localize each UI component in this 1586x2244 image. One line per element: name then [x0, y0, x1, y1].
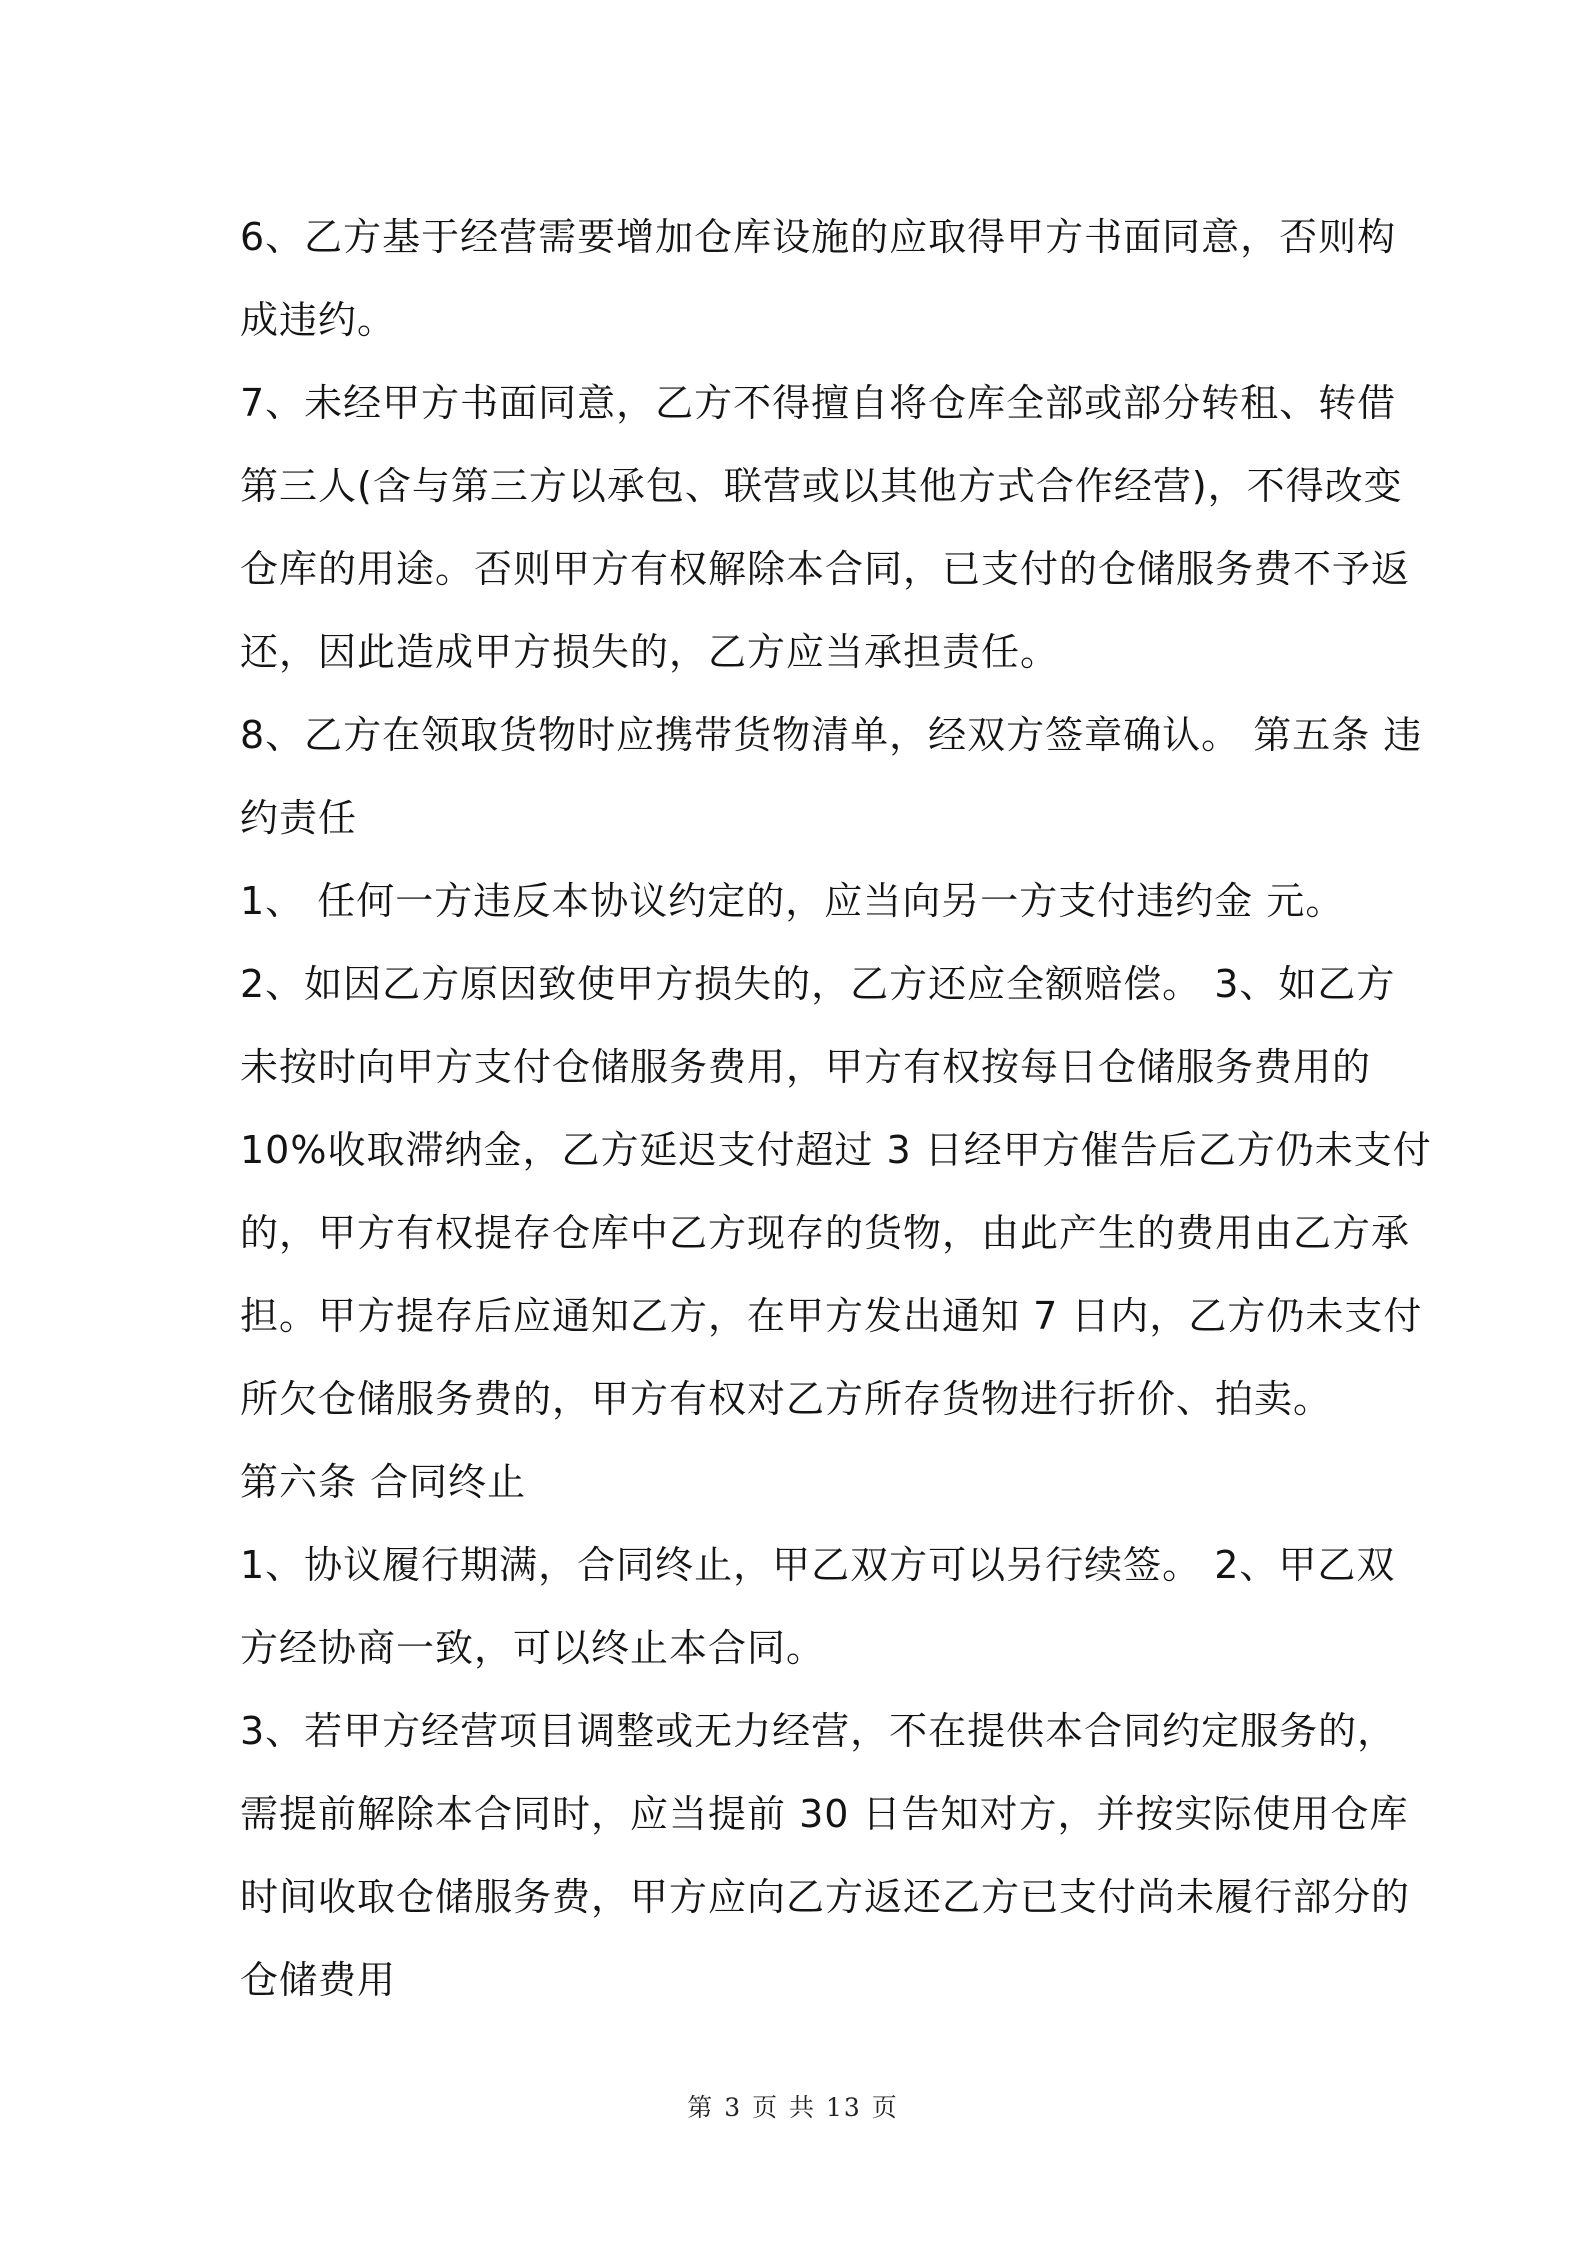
text-line-1: 6、乙方基于经营需要增加仓库设施的应取得甲方书面同意，否则构 [240, 215, 1397, 259]
text-line-22: 仓储费用 [240, 1958, 397, 2002]
text-line-21: 时间收取仓储服务费，甲方应向乙方返还乙方已支付尚未履行部分的 [240, 1875, 1411, 1919]
text-line-2: 成违约。 [240, 298, 397, 342]
text-line-20: 需提前解除本合同时，应当提前 30 日告知对方，并按实际使用仓库 [240, 1792, 1409, 1836]
section-heading: 第六条 合同终止 [240, 1460, 527, 1504]
text-line-6: 还，因此造成甲方损失的，乙方应当承担责任。 [240, 630, 1060, 674]
text-line-19: 3、若甲方经营项目调整或无力经营，不在提供本合同约定服务的， [240, 1709, 1397, 1753]
text-line-17: 1、协议履行期满，合同终止，甲乙双方可以另行续签。 2、甲乙双 [240, 1543, 1396, 1587]
text-line-5: 仓库的用途。否则甲方有权解除本合同，已支付的仓储服务费不予返 [240, 547, 1411, 591]
text-line-13: 的，甲方有权提存仓库中乙方现存的货物，由此产生的费用由乙方承 [240, 1211, 1411, 1255]
text-line-4: 第三人(含与第三方以承包、联营或以其他方式合作经营)，不得改变 [240, 464, 1403, 508]
page-number-footer: 第 3 页 共 13 页 [687, 2093, 899, 2122]
text-line-15: 所欠仓储服务费的，甲方有权对乙方所存货物进行折价、拍卖。 [240, 1377, 1333, 1421]
text-line-10: 2、如因乙方原因致使甲方损失的，乙方还应全额赔偿。 3、如乙方 [240, 962, 1396, 1006]
text-line-11: 未按时向甲方支付仓储服务费用，甲方有权按每日仓储服务费用的 [240, 1045, 1372, 1089]
text-line-9: 1、 任何一方违反本协议约定的，应当向另一方支付违约金 元。 [240, 879, 1345, 923]
text-line-8: 约责任 [240, 796, 358, 840]
text-line-18: 方经协商一致，可以终止本合同。 [240, 1626, 826, 1670]
text-line-7: 8、乙方在领取货物时应携带货物清单，经双方签章确认。 第五条 违 [240, 713, 1423, 757]
document-body [240, 196, 1432, 2022]
text-line-3: 7、未经甲方书面同意，乙方不得擅自将仓库全部或部分转租、转借 [240, 381, 1397, 425]
text-line-12: 10%收取滞纳金，乙方延迟支付超过 3 日经甲方催告后乙方仍未支付 [240, 1128, 1432, 1172]
text-line-14: 担。甲方提存后应通知乙方，在甲方发出通知 7 日内，乙方仍未支付 [240, 1294, 1423, 1338]
